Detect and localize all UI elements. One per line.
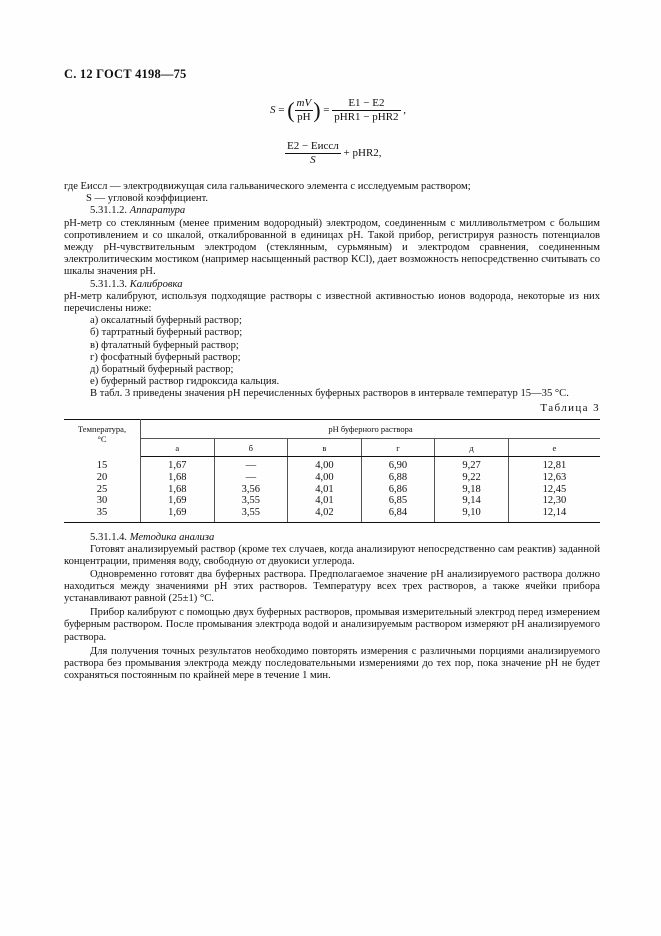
table-row <box>64 484 600 496</box>
formula-main-num: E1 − E2 <box>332 97 400 111</box>
section-number: 5.31.1.4. <box>90 532 128 543</box>
buffer-item: а) оксалатный буферный раствор; <box>90 315 242 327</box>
table-cell: 12,14 <box>508 507 600 522</box>
column-header: г <box>361 439 435 457</box>
table-cell: 1,69 <box>141 507 215 522</box>
formula-lhs: S <box>270 104 276 117</box>
table-cell: 12,45 <box>542 483 567 495</box>
method-paragraph-4: Для получения точных результатов необходимо повторять измерения с различными порциями анализируемого раствора без промывания электрода между последовательными измерениями до тех пор, пока значение pH не будет сохраняться постоянным по крайней мере в течение 1 мин. <box>64 645 600 682</box>
table-cell: 3,55 <box>214 495 288 507</box>
table-cell: 12,63 <box>542 471 567 483</box>
method-paragraph-3: Прибор калибруют с помощью двух буферных растворов, промывая измерительный электрод перед измерением буферным раствором. После промывания электрода водой и анализируемым раствором измеряют pH анализируемого раствора. <box>64 607 600 643</box>
table-reference: В табл. 3 приведены значения pH перечисленных буферных растворов в интервале температур 15—35 °С. <box>90 388 569 400</box>
table-row <box>64 457 600 472</box>
table-cell: 6,85 <box>361 495 435 507</box>
section-number: 5.31.1.3. <box>90 278 128 290</box>
table-cell: 4,00 <box>288 472 362 484</box>
formula2-plus: + pHR2 <box>343 147 379 160</box>
column-header: д <box>435 439 509 457</box>
formula-comma: , <box>403 104 407 117</box>
formula-main-fraction <box>332 97 400 124</box>
table-cell: 9,18 <box>435 484 509 496</box>
section-apparatus-heading <box>64 205 600 217</box>
formula-eq: = <box>278 104 285 117</box>
formula-main-den: pHR1 − pHR2 <box>334 111 399 123</box>
temperature-header-unit: °С <box>97 434 107 444</box>
table-cell: 4,02 <box>288 507 362 522</box>
table-cell: 6,88 <box>361 472 435 484</box>
buffer-item: е) буферный раствор гидроксида кальция. <box>90 376 280 388</box>
formula-slope <box>270 97 406 124</box>
table-caption: Таблица 3 <box>540 402 600 414</box>
where-e: где Eиссл — электродвижущая сила гальванического элемента с исследуемым раствором; <box>64 181 471 192</box>
apparatus-paragraph: pH-метр со стеклянным (менее применим водородный) электродом, соединенным с милливольтметром с большим сопротивлением и со шкалой, откалиброванной в единицах pH. Такой прибор, регистрируя разность потенциалов между pH-чувствительным электродом (стеклянным, сурьмяным) и электродом сравнения, соединенным электролитическим мостиком (например насыщенный раствор KCl), дает возможность непосредственно считывать со шкалы значения pH. <box>64 217 600 278</box>
column-header: б <box>214 439 288 457</box>
table-cell: 9,27 <box>435 457 509 472</box>
buffer-item: д) боратный буферный раствор; <box>90 364 234 376</box>
ph-header: pH буферного раствора <box>141 420 601 439</box>
body-lower <box>64 532 600 682</box>
formula2-num: E2 − Eиссл <box>287 140 339 152</box>
table-cell: 9,14 <box>435 495 509 507</box>
section-title: Аппаратура <box>129 205 186 217</box>
calibration-paragraph: pH-метр калибруют, используя подходящие растворы с известной активностью ионов водорода, некоторые из них перечислены ниже: <box>64 290 600 315</box>
table-cell: — <box>214 457 288 472</box>
table-cell: 9,22 <box>435 472 509 484</box>
temperature-header <box>64 420 141 457</box>
formula-unit-fraction <box>295 97 314 124</box>
table-cell: 6,84 <box>361 507 435 522</box>
formula-unit-den: pH <box>297 111 311 123</box>
table-row <box>64 472 600 484</box>
table-cell: 12,30 <box>542 495 567 507</box>
table-cell: 1,67 <box>141 457 215 472</box>
table-cell: 25 <box>64 484 141 496</box>
table-cell: 6,86 <box>361 484 435 496</box>
column-header: а <box>141 439 215 457</box>
formula-eq2: = <box>323 104 330 117</box>
buffer-ph-table <box>64 419 600 523</box>
section-number: 5.31.1.2. <box>90 205 128 217</box>
table-cell: 6,90 <box>361 457 435 472</box>
formula-paren-open: ( <box>287 97 295 123</box>
column-header: в <box>288 439 362 457</box>
section-method-heading <box>64 532 600 544</box>
table-cell: 9,10 <box>435 507 509 522</box>
buffer-item: г) фосфатный буферный раствор; <box>90 351 241 363</box>
table-cell: 4,00 <box>288 457 362 472</box>
where-s: S — угловой коэффициент. <box>86 193 209 205</box>
body-upper <box>64 181 600 401</box>
table-cell: 12,81 <box>542 460 567 471</box>
table-row <box>64 495 600 507</box>
section-title: Методика анализа <box>129 532 215 543</box>
method-paragraph-1: Готовят анализируемый раствор (кроме тех случаев, когда анализируют непосредственно сам реактив) заданной концентрации, применяя воду, свободную от двуокиси углерода. <box>64 544 600 568</box>
formula2-comma: , <box>378 147 382 160</box>
section-calibration-heading <box>64 279 600 291</box>
buffer-item: б) тартратный буферный раствор; <box>90 327 243 339</box>
table-cell: 3,56 <box>214 484 288 496</box>
table-cell: 20 <box>64 472 141 484</box>
table-cell: 1,68 <box>141 484 215 496</box>
table-cell: 15 <box>64 457 141 472</box>
formula-ph <box>285 140 382 167</box>
table-cell: 1,68 <box>141 472 215 484</box>
table-row <box>64 507 600 522</box>
formula2-den: S <box>310 154 316 166</box>
buffer-item: в) фталатный буферный раствор; <box>90 339 239 351</box>
table-cell: 30 <box>64 495 141 507</box>
method-paragraph-2: Одновременно готовят два буферных раствора. Предполагаемое значение pH анализируемого раствора должно находиться между значениями pH этих растворов. Температуру всех трех растворов, а также ячейки прибора устанавливают равной (25±1) °С. <box>64 568 600 605</box>
formula2-fraction <box>285 140 341 167</box>
formula-unit-num: mV <box>296 97 312 109</box>
section-title: Калибровка <box>129 278 183 290</box>
table-cell: 35 <box>64 507 141 522</box>
page-header: С. 12 ГОСТ 4198—75 <box>64 67 187 81</box>
table-cell: — <box>214 472 288 484</box>
table-cell: 4,01 <box>288 495 362 507</box>
table-cell: 1,69 <box>141 495 215 507</box>
formula-paren-close: ) <box>313 97 321 123</box>
column-header: е <box>508 439 600 457</box>
temperature-header-label: Температура, <box>77 424 127 434</box>
table-cell: 3,55 <box>214 507 288 522</box>
table-cell: 4,01 <box>288 484 362 496</box>
